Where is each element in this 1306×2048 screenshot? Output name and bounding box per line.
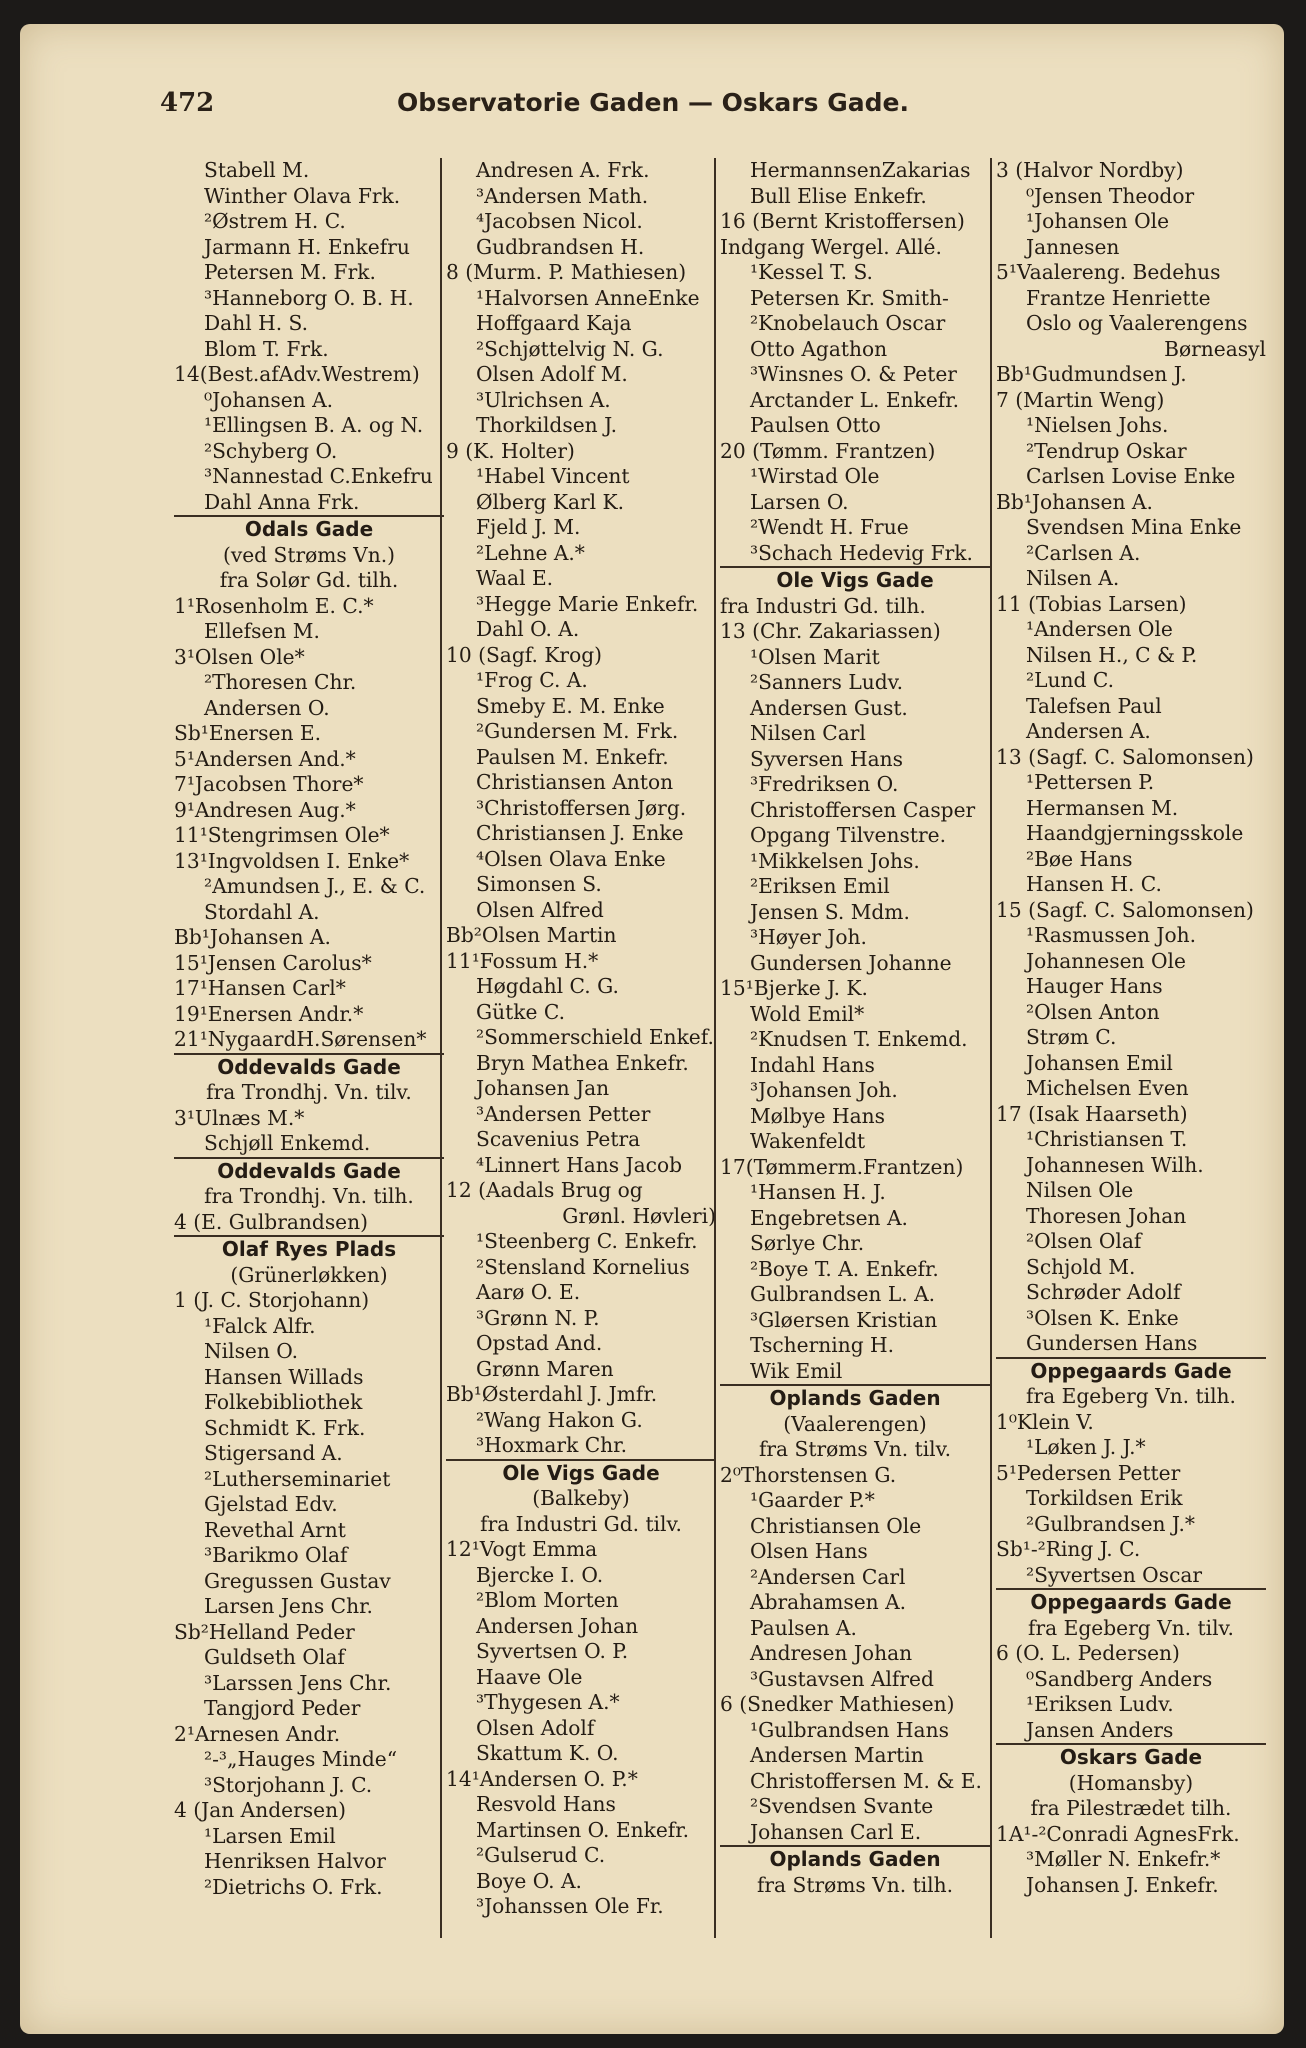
directory-entry: Grønl. Høvleri) — [562, 1203, 716, 1228]
directory-entry: ²Knobelauch Oscar — [750, 311, 946, 335]
directory-entry: Bb¹Østerdahl J. Jmfr. — [446, 1382, 658, 1406]
directory-entry: Dahl Anna Frk. — [204, 489, 360, 514]
directory-entry: Revethal Arnt — [204, 1517, 346, 1542]
directory-entry: 1A¹-²Conradi AgnesFrk. — [996, 1821, 1240, 1846]
directory-entry: Gudbrandsen H. — [476, 234, 645, 259]
directory-entry: Fjeld J. M. — [476, 515, 581, 539]
directory-entry: Johannesen Wilh. — [1026, 1152, 1204, 1177]
directory-entry: ²Østrem H. C. — [204, 209, 346, 233]
directory-entry: ²Eriksen Emil — [750, 874, 890, 898]
directory-entry: Wold Emil* — [750, 1001, 865, 1026]
street-heading: Oskars Gade — [996, 1743, 1266, 1771]
directory-entry: Bryn Mathea Enkefr. — [476, 1050, 689, 1075]
directory-entry: 4 (E. Gulbrandsen) — [174, 1209, 369, 1234]
directory-entry: Bjercke I. O. — [476, 1562, 604, 1587]
directory-entry: ³Winsnes O. & Peter — [750, 362, 957, 386]
directory-entry: (Vaalerengen) — [783, 1411, 927, 1436]
directory-entry: ³Barikmo Olaf — [204, 1543, 348, 1567]
directory-entry: 11¹Fossum H.* — [446, 948, 599, 973]
directory-entry: Aarø O. E. — [476, 1280, 581, 1304]
directory-entry: ¹Wirstad Ole — [750, 464, 880, 488]
directory-entry: Olsen Alfred — [476, 897, 604, 922]
directory-entry: Engebretsen A. — [750, 1205, 908, 1230]
directory-entry: Indahl Hans — [750, 1052, 875, 1077]
directory-entry: Andersen A. — [1026, 719, 1151, 743]
directory-entry: Børneasyl — [1164, 336, 1266, 361]
directory-entry: ²Bøe Hans — [1026, 846, 1133, 871]
directory-entry: Paulsen M. Enkefr. — [476, 744, 669, 769]
directory-entry: Simonsen S. — [476, 872, 602, 896]
directory-entry: Dahl H. S. — [204, 311, 309, 335]
directory-entry: fra Trondhj. Vn. tilh. — [204, 1184, 414, 1208]
column-divider — [990, 158, 992, 1938]
directory-entry: Ølberg Karl K. — [476, 489, 625, 514]
directory-entry: ¹Andersen Ole — [1026, 617, 1173, 641]
directory-entry: Nilsen A. — [1026, 566, 1120, 590]
directory-entry: ⁰Jensen Theodor — [1026, 183, 1195, 208]
directory-entry: ¹Mikkelsen Johs. — [750, 848, 920, 873]
directory-entry: ³Johanssen Ole Fr. — [476, 1894, 664, 1918]
page-header — [0, 88, 1306, 128]
directory-entry: Nilsen O. — [204, 1339, 299, 1363]
directory-entry: Wakenfeldt — [750, 1129, 866, 1153]
directory-entry: Olsen Adolf M. — [476, 362, 628, 386]
directory-entry: Boye O. A. — [476, 1868, 582, 1893]
directory-entry: fra Pilestrædet tilh. — [1030, 1796, 1232, 1820]
directory-entry: Schjold M. — [1026, 1254, 1136, 1279]
directory-entry: Folkebibliothek — [204, 1390, 363, 1414]
directory-entry: Gundersen Hans — [1026, 1331, 1198, 1355]
directory-entry: 8 (Murm. P. Mathiesen) — [446, 260, 687, 284]
directory-entry: Johansen Carl E. — [750, 1819, 922, 1844]
directory-entry: Petersen M. Frk. — [204, 260, 376, 284]
directory-entry: 12¹Vogt Emma — [446, 1537, 598, 1561]
directory-entry: Jansen Anders — [1026, 1717, 1174, 1742]
directory-entry: 17¹Hansen Carl* — [174, 976, 346, 1000]
directory-entry: ¹Hansen H. J. — [750, 1180, 886, 1204]
directory-entry: 11 (Tobias Larsen) — [996, 591, 1187, 616]
directory-entry: 12 (Aadals Brug og — [446, 1178, 643, 1202]
directory-entry: ³Andersen Petter — [476, 1101, 651, 1126]
street-heading: Oppegaards Gade — [996, 1588, 1266, 1616]
directory-entry: Johannesen Ole — [1026, 948, 1186, 973]
directory-entry: Bb¹Johansen A. — [996, 489, 1153, 514]
directory-entry: 7 (Martin Weng) — [996, 387, 1165, 412]
directory-entry: Haave Ole — [476, 1664, 583, 1689]
directory-entry: 3 (Halvor Nordby) — [996, 158, 1184, 182]
directory-entry: Martinsen O. Enkefr. — [476, 1817, 690, 1842]
directory-entry: ¹Nielsen Johs. — [1026, 413, 1169, 437]
directory-entry: ¹Rasmussen Joh. — [1026, 923, 1197, 947]
column-3 — [720, 158, 990, 1938]
directory-entry: ¹Steenberg C. Enkefr. — [476, 1229, 698, 1253]
directory-entry: ⁰Sandberg Anders — [1026, 1666, 1213, 1691]
directory-entry: ¹Johansen Ole — [1026, 209, 1170, 233]
directory-entry: Hermansen M. — [1026, 795, 1179, 820]
directory-entry: Andresen A. Frk. — [476, 158, 650, 182]
directory-entry: Nilsen Carl — [750, 721, 866, 745]
directory-entry: 1⁰Klein V. — [996, 1409, 1094, 1434]
directory-entry: ³Johansen Joh. — [750, 1078, 898, 1102]
directory-entry: 14¹Andersen O. P.* — [446, 1766, 638, 1791]
directory-entry: Bb²Olsen Martin — [446, 923, 617, 947]
directory-entry: Blom T. Frk. — [204, 336, 329, 361]
directory-entry: Opstad And. — [476, 1331, 603, 1355]
directory-entry: Gundersen Johanne — [750, 950, 952, 975]
directory-entry: 14(Best.afAdv.Westrem) — [174, 362, 420, 386]
directory-entry: ³Larssen Jens Chr. — [204, 1670, 392, 1695]
directory-entry: Nilsen Ole — [1026, 1178, 1134, 1202]
directory-entry: ³Thygesen A.* — [476, 1690, 620, 1714]
directory-entry: Hansen Willads — [204, 1364, 364, 1389]
directory-entry: ²Stensland Kornelius — [476, 1254, 690, 1279]
directory-entry: ⁰Johansen A. — [204, 387, 334, 412]
directory-entry: ⁴Olsen Olava Enke — [476, 846, 666, 871]
directory-entry: 19¹Enersen Andr.* — [174, 1001, 364, 1026]
directory-entry: Schjøll Enkemd. — [204, 1131, 371, 1155]
street-heading: Oddevalds Gade — [174, 1157, 444, 1185]
directory-entry: Opgang Tilvenstre. — [750, 823, 946, 847]
directory-entry: ³Olsen K. Enke — [1026, 1305, 1179, 1330]
directory-entry: ²Amundsen J., E. & C. — [204, 874, 426, 898]
directory-entry: Schmidt K. Frk. — [204, 1415, 366, 1440]
street-heading: Ole Vigs Gade — [720, 566, 990, 594]
directory-entry: Olsen Adolf — [476, 1715, 595, 1740]
directory-entry: (Balkeby) — [532, 1486, 630, 1510]
directory-entry: (Grünerløkken) — [230, 1262, 388, 1287]
directory-entry: ²Gulbrandsen J.* — [1026, 1511, 1195, 1536]
street-heading: Olaf Ryes Plads — [174, 1235, 444, 1263]
directory-entry: ²-³„Hauges Minde“ — [204, 1747, 398, 1771]
directory-entry: 13¹Ingvoldsen I. Enke* — [174, 848, 410, 873]
directory-entry: Oslo og Vaalerengens — [1026, 311, 1248, 335]
directory-entry: ²Gulserud C. — [476, 1843, 606, 1867]
directory-entry: Stordahl A. — [204, 899, 320, 924]
directory-entry: fra Trondhj. Vn. tilv. — [206, 1080, 412, 1104]
directory-entry: 21¹NygaardH.Sørensen* — [174, 1027, 427, 1051]
directory-entry: 4 (Jan Andersen) — [174, 1798, 346, 1822]
column-4 — [996, 158, 1266, 1938]
directory-entry: ³Christoffersen Jørg. — [476, 795, 687, 820]
directory-entry: ²Thoresen Chr. — [204, 670, 357, 694]
directory-entry: Syvertsen O. P. — [476, 1639, 629, 1663]
directory-entry: ¹Christiansen T. — [1026, 1127, 1188, 1151]
directory-entry: ³Nannestad C.Enkefru — [204, 464, 433, 488]
column-1 — [174, 158, 444, 1938]
directory-entry: Sb²Helland Peder — [174, 1619, 355, 1644]
directory-entry: Bull Elise Enkefr. — [750, 183, 927, 208]
directory-entry: ²Schyberg O. — [204, 438, 338, 463]
street-heading: Odals Gade — [174, 515, 444, 543]
directory-entry: Guldseth Olaf — [204, 1645, 345, 1669]
directory-entry: Gjelstad Edv. — [204, 1492, 338, 1516]
directory-entry: ¹Halvorsen AnneEnke — [476, 285, 700, 310]
directory-entry: fra Egeberg Vn. tilh. — [1026, 1384, 1236, 1408]
directory-entry: ³Ulrichsen A. — [476, 387, 611, 412]
directory-entry: Hansen H. C. — [1026, 872, 1162, 896]
directory-entry: Andersen Gust. — [750, 695, 908, 720]
directory-entry: fra Strøms Vn. tilv. — [758, 1437, 952, 1461]
directory-entry: Gregussen Gustav — [204, 1568, 391, 1593]
directory-entry: 17 (Isak Haarseth) — [996, 1101, 1188, 1126]
directory-entry: ²Knudsen T. Enkemd. — [750, 1027, 968, 1051]
directory-entry: ²Dietrichs O. Frk. — [204, 1874, 383, 1899]
directory-entry: Carlsen Lovise Enke — [1026, 464, 1236, 488]
directory-entry: (ved Strøms Vn.) — [222, 542, 396, 567]
directory-entry: Andersen O. — [204, 695, 330, 720]
directory-entry: Stabell M. — [204, 158, 310, 182]
directory-entry: Stigersand A. — [204, 1441, 343, 1465]
directory-entry: Strøm C. — [1026, 1025, 1117, 1049]
directory-entry: Thorkildsen J. — [476, 413, 618, 437]
directory-entry: ¹Falck Alfr. — [204, 1313, 316, 1338]
street-heading: Oddevalds Gade — [174, 1053, 444, 1081]
directory-entry: Smeby E. M. Enke — [476, 693, 665, 718]
directory-entry: ¹Gaarder P.* — [750, 1488, 875, 1512]
directory-entry: Christiansen Ole — [750, 1513, 922, 1538]
directory-entry: Resvold Hans — [476, 1792, 616, 1816]
directory-entry: ²Lutherseminariet — [204, 1466, 391, 1491]
directory-entry: 6 (O. L. Pedersen) — [996, 1641, 1180, 1665]
directory-entry: 5¹Pedersen Petter — [996, 1460, 1181, 1485]
directory-entry: 2⁰Thorstensen G. — [720, 1462, 897, 1487]
directory-entry: 9 (K. Holter) — [446, 438, 575, 463]
page-number: 472 — [160, 88, 215, 118]
directory-entry: 15¹Jensen Carolus* — [174, 950, 372, 975]
directory-entry: ²Blom Morten — [476, 1588, 619, 1612]
directory-entry: ²Wendt H. Frue — [750, 515, 909, 539]
directory-entry: Jensen S. Mdm. — [750, 899, 910, 924]
directory-entry: Frantze Henriette — [1026, 285, 1211, 310]
directory-entry: Andersen Johan — [476, 1613, 639, 1638]
directory-entry: ³Grønn N. P. — [476, 1305, 600, 1330]
directory-entry: Christiansen J. Enke — [476, 821, 684, 845]
directory-entry: ²Syvertsen Oscar — [1026, 1562, 1203, 1587]
street-heading: Oppegaards Gade — [996, 1357, 1266, 1385]
column-2 — [446, 158, 716, 1938]
directory-entry: ³Møller N. Enkefr.* — [1026, 1847, 1221, 1871]
directory-entry: 9¹Andresen Aug.* — [174, 797, 356, 822]
directory-entry: Høgdahl C. G. — [476, 974, 619, 998]
directory-entry: Scavenius Petra — [476, 1127, 641, 1151]
directory-entry: ³Hegge Marie Enkefr. — [476, 591, 699, 616]
street-heading: Ole Vigs Gade — [446, 1459, 716, 1487]
directory-entry: Skattum K. O. — [476, 1741, 619, 1765]
directory-entry: Gulbrandsen L. A. — [750, 1282, 936, 1306]
directory-entry: fra Industri Gd. tilh. — [720, 593, 926, 618]
directory-entry: Petersen Kr. Smith- — [750, 285, 949, 310]
directory-entry: ¹Eriksen Ludv. — [1026, 1692, 1174, 1716]
directory-entry: 1 (J. C. Storjohann) — [174, 1288, 370, 1312]
directory-entry: fra Strøms Vn. tilh. — [756, 1872, 954, 1897]
directory-entry: Michelsen Even — [1026, 1076, 1189, 1100]
directory-entry: Otto Agathon — [750, 336, 888, 361]
directory-entry: ⁴Linnert Hans Jacob — [476, 1152, 683, 1177]
directory-entry: Jannesen — [1026, 234, 1120, 259]
directory-entry: 15 (Sagf. C. Salomonsen) — [996, 897, 1254, 922]
directory-entry: ²Boye T. A. Enkefr. — [750, 1256, 939, 1281]
directory-entry: ³Gløersen Kristian — [750, 1307, 938, 1332]
directory-entry: Henriksen Halvor — [204, 1849, 386, 1873]
directory-entry: Nilsen H., C & P. — [1026, 642, 1198, 667]
directory-entry: 15¹Bjerke J. K. — [720, 976, 868, 1000]
street-heading: Oplands Gaden — [720, 1845, 990, 1873]
directory-entry: Winther Olava Frk. — [204, 183, 401, 208]
directory-entry: ³Schach Hedevig Frk. — [750, 540, 973, 565]
street-heading: Oplands Gaden — [720, 1384, 990, 1412]
directory-entry: Olsen Hans — [750, 1539, 868, 1563]
directory-entry: Schrøder Adolf — [1026, 1280, 1181, 1304]
directory-entry: ²Lehne A.* — [476, 540, 585, 565]
directory-entry: ¹Olsen Marit — [750, 644, 880, 669]
directory-entry: ¹Kessel T. S. — [750, 260, 873, 284]
directory-entry: 3¹Olsen Ole* — [174, 644, 305, 669]
directory-entry: Gütke C. — [476, 999, 565, 1024]
directory-entry: Jarmann H. Enkefru — [204, 234, 410, 259]
directory-entry: ¹Gulbrandsen Hans — [750, 1717, 949, 1742]
directory-entry: ²Olsen Olaf — [1026, 1229, 1142, 1253]
directory-entry: Bb¹Gudmundsen J. — [996, 362, 1187, 386]
directory-entry: Tangjord Peder — [204, 1696, 361, 1720]
directory-entry: Syversen Hans — [750, 746, 903, 771]
directory-entry: Thoresen Johan — [1026, 1203, 1187, 1228]
directory-entry: 5¹Vaalereng. Bedehus — [996, 260, 1221, 284]
directory-entry: ¹Larsen Emil — [204, 1823, 336, 1848]
directory-entry: Larsen Jens Chr. — [204, 1594, 373, 1618]
directory-entry: Christoffersen M. & E. — [750, 1768, 982, 1793]
directory-entry: ²Sommerschield Enkef. — [476, 1025, 714, 1049]
directory-entry: 11¹Stengrimsen Ole* — [174, 823, 390, 847]
directory-entry: ³Gustavsen Alfred — [750, 1666, 934, 1691]
directory-entry: HermannsenZakarias — [750, 158, 971, 182]
directory-entry: Svendsen Mina Enke — [1026, 515, 1242, 539]
directory-entry: Andresen Johan — [750, 1641, 913, 1665]
directory-entry: fra Industri Gd. tilv. — [480, 1511, 682, 1536]
directory-entry: Arctander L. Enkefr. — [750, 387, 960, 412]
directory-entry: ⁴Jacobsen Nicol. — [476, 209, 643, 233]
directory-entry: Johansen J. Enkefr. — [1026, 1872, 1219, 1897]
directory-entry: Tscherning H. — [750, 1333, 895, 1357]
directory-entry: 13 (Chr. Zakariassen) — [720, 619, 941, 643]
directory-entry: Torkildsen Erik — [1026, 1486, 1183, 1510]
directory-entry: 2¹Arnesen Andr. — [174, 1721, 341, 1746]
directory-entry: fra Egeberg Vn. tilv. — [1028, 1615, 1234, 1640]
directory-entry: fra Solør Gd. tilh. — [219, 568, 399, 592]
directory-entry: Paulsen A. — [750, 1615, 857, 1640]
directory-entry: ²Svendsen Svante — [750, 1794, 934, 1818]
directory-entry: Christoffersen Casper — [750, 797, 976, 822]
directory-entry: 1¹Rosenholm E. C.* — [174, 593, 374, 618]
directory-entry: ³Hanneborg O. B. H. — [204, 285, 414, 310]
directory-entry: ¹Habel Vincent — [476, 464, 630, 488]
directory-entry: Abrahamsen A. — [750, 1590, 907, 1614]
directory-entry: ³Storjohann J. C. — [204, 1772, 373, 1797]
directory-entry: 10 (Sagf. Krog) — [446, 642, 603, 667]
directory-entry: 17(Tømmerm.Frantzen) — [720, 1154, 964, 1179]
directory-entry: Mølbye Hans — [750, 1103, 885, 1128]
directory-entry: Andersen Martin — [750, 1743, 924, 1767]
directory-entry: Sørlye Chr. — [750, 1231, 865, 1255]
directory-entry: Ellefsen M. — [204, 619, 320, 643]
directory-entry: Sb¹-²Ring J. C. — [996, 1537, 1141, 1561]
directory-entry: Grønn Maren — [476, 1356, 614, 1381]
directory-entry: 6 (Snedker Mathiesen) — [720, 1692, 955, 1716]
directory-entry: Christiansen Anton — [476, 770, 674, 794]
directory-entry: ³Hoxmark Chr. — [476, 1433, 628, 1457]
directory-entry: Haandgjerningsskole — [1026, 821, 1244, 845]
directory-entry: ¹Ellingsen B. A. og N. — [204, 413, 424, 437]
directory-entry: (Homansby) — [1068, 1770, 1194, 1795]
directory-entry: 3¹Ulnæs M.* — [174, 1105, 305, 1130]
directory-entry: Johansen Emil — [1026, 1050, 1173, 1075]
directory-entry: ²Wang Hakon G. — [476, 1407, 643, 1432]
directory-entry: Johansen Jan — [476, 1076, 610, 1100]
running-head: Observatorie Gaden — Oskars Gade. — [397, 88, 909, 117]
directory-entry: Waal E. — [476, 566, 554, 590]
directory-entry: Larsen O. — [750, 489, 849, 514]
directory-entry: ²Carlsen A. — [1026, 540, 1141, 565]
directory-entry: 13 (Sagf. C. Salomonsen) — [996, 744, 1254, 769]
directory-entry: 5¹Andersen And.* — [174, 746, 356, 771]
directory-entry: ³Andersen Math. — [476, 183, 649, 208]
directory-entry: ¹Pettersen P. — [1026, 770, 1155, 794]
directory-entry: ³Høyer Joh. — [750, 925, 867, 949]
directory-entry: ³Fredriksen O. — [750, 772, 899, 796]
directory-entry: Wik Emil — [750, 1358, 843, 1383]
directory-entry: 20 (Tømm. Frantzen) — [720, 438, 936, 463]
directory-entry: Bb¹Johansen A. — [174, 925, 331, 949]
directory-entry: Hauger Hans — [1026, 974, 1163, 998]
directory-entry: ¹Frog C. A. — [476, 668, 588, 692]
directory-entry: Paulsen Otto — [750, 413, 881, 437]
directory-entry: ¹Løken J. J.* — [1026, 1435, 1146, 1459]
directory-entry: ²Schjøttelvig N. G. — [476, 336, 664, 361]
directory-entry: Dahl O. A. — [476, 617, 580, 641]
directory-entry: 16 (Bernt Kristoffersen) — [720, 209, 965, 233]
directory-entry: ²Gundersen M. Frk. — [476, 719, 679, 743]
directory-entry: Talefsen Paul — [1026, 693, 1162, 718]
directory-entry: ²Lund C. — [1026, 668, 1114, 692]
directory-entry: Sb¹Enersen E. — [174, 721, 322, 745]
directory-entry: Indgang Wergel. Allé. — [720, 234, 942, 259]
directory-entry: ²Olsen Anton — [1026, 999, 1160, 1024]
directory-entry: ²Sanners Ludv. — [750, 670, 904, 694]
directory-entry: ²Andersen Carl — [750, 1564, 906, 1589]
directory-entry: Hoffgaard Kaja — [476, 311, 632, 335]
directory-entry: 7¹Jacobsen Thore* — [174, 772, 364, 796]
directory-entry: ²Tendrup Oskar — [1026, 438, 1187, 463]
